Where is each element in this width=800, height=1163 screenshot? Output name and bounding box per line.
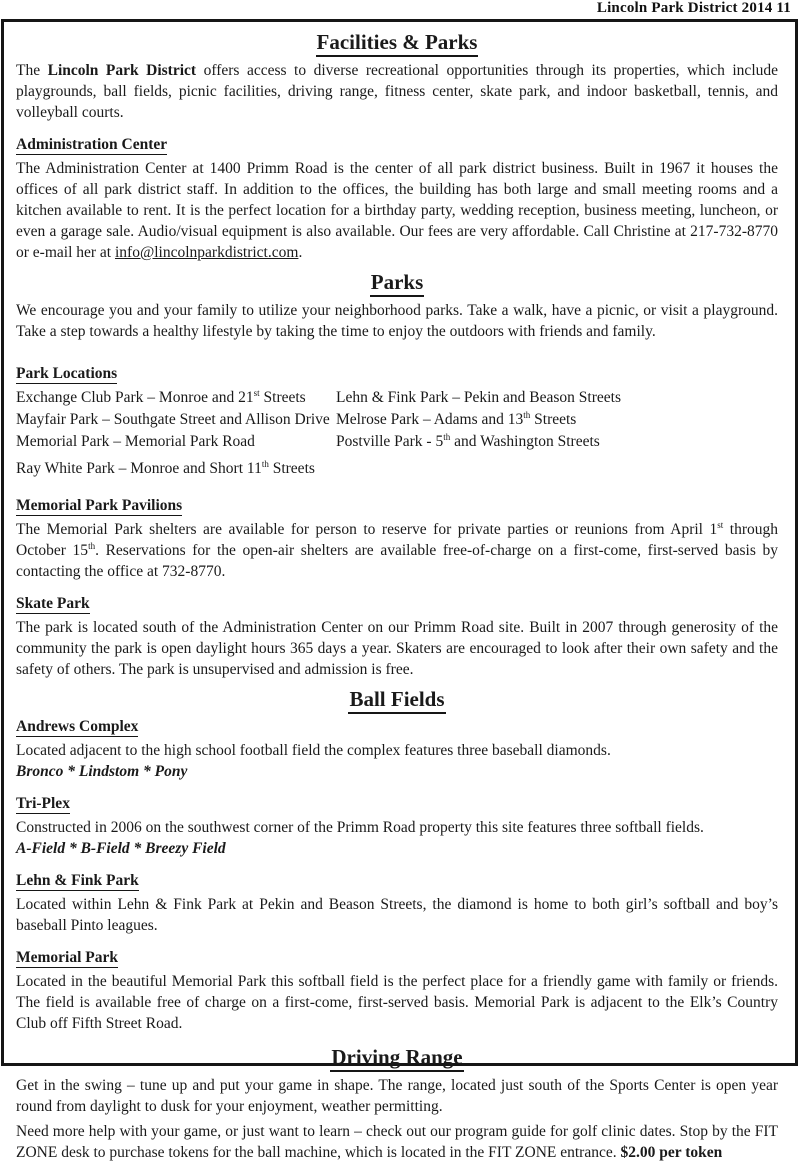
skate-park-paragraph: The park is located south of the Administration Center on our Primm Road site. Built in 2007 through generosity of the community the park is open daylight hours 365 days a year. Skaters are encouraged to look after their own safety and the safety of others. The park is unsupervised and admission is free. <box>16 619 778 678</box>
section-title-text: Facilities & Parks <box>316 30 479 57</box>
heading-memorial-park-pavilions: Memorial Park Pavilions <box>16 497 183 514</box>
section-title-facilities-parks <box>16 29 778 55</box>
section-title-driving-range <box>16 1044 778 1070</box>
administration-center-paragraph: The Administration Center at 1400 Primm Road is the center of all park district business. Built in 1967 it houses the offices of all park district staff. In addition to the offices, the building has both large and small meeting rooms and a kitchen available to rent. It is the perfect location for a birthday party, wedding reception, business meeting, luncheon, or even a garage sale. Audio/visual equipment is also available. Our fees are very affordable. Call Christine at 217-732-8770 or e-mail her at info@lincolnparkdistrict.com. <box>16 160 778 261</box>
lehn-fink-paragraph: Located within Lehn & Fink Park at Pekin and Beason Streets, the diamond is home to both girl’s softball and boy’s baseball Pinto leagues. <box>16 896 778 934</box>
section-title-ball-fields <box>16 686 778 712</box>
park-location-item: Mayfair Park – Southgate Street and Allison Drive <box>16 411 330 428</box>
heading-lehn-fink-park: Lehn & Fink Park <box>16 872 139 889</box>
andrews-complex-fields: Bronco * Lindstom * Pony <box>16 763 188 780</box>
park-location-item: Lehn & Fink Park – Pekin and Beason Streets <box>336 389 621 406</box>
park-location-item: Melrose Park – Adams and 13th Streets <box>336 409 577 428</box>
heading-park-locations: Park Locations <box>16 365 118 382</box>
park-location-item: Postville Park - 5th and Washington Streets <box>336 431 600 450</box>
park-location-item: Exchange Club Park – Monroe and 21st Streets <box>16 387 306 406</box>
email-link[interactable]: info@lincolnparkdistrict.com <box>114 244 299 261</box>
heading-administration-center: Administration Center <box>16 136 168 153</box>
heading-skate-park: Skate Park <box>16 595 90 612</box>
section-title-text: Ball Fields <box>348 687 445 714</box>
park-locations-list <box>16 387 778 453</box>
page-border-box <box>1 19 798 1161</box>
andrews-complex-paragraph: Located adjacent to the high school football field the complex features three baseball diamonds. <box>16 742 611 759</box>
park-location-item: Ray White Park – Monroe and Short 11th Streets <box>16 458 315 477</box>
section-title-text: Driving Range <box>330 1045 463 1072</box>
section-title-text: Parks <box>370 270 425 297</box>
driving-range-paragraph-1: Get in the swing – tune up and put your game in shape. The range, located just south of the Sports Center is open year round from daylight to dusk for your enjoyment, weather permitting. <box>16 1077 778 1115</box>
heading-memorial-park: Memorial Park <box>16 949 119 966</box>
heading-andrews-complex: Andrews Complex <box>16 718 139 735</box>
memorial-park-pavilions-paragraph: The Memorial Park shelters are available for person to reserve for private parties or reunions from April 1st through October 15th. Reservations for the open-air shelters are available free-of-charge on a first-come, first-served basis by contacting the office at 732-8770. <box>16 519 779 580</box>
park-location-item: Memorial Park – Memorial Park Road <box>16 433 255 450</box>
driving-range-paragraph-2: Need more help with your game, or just want to learn – check out our program guide for golf clinic dates. Stop by the FIT ZONE desk to purchase tokens for the ball machine, which is located in the FIT ZONE entrance. $2.00 per token <box>16 1123 778 1161</box>
section-title-parks <box>16 269 778 295</box>
tri-plex-fields: A-Field * B-Field * Breezy Field <box>16 840 226 857</box>
memorial-park-paragraph: Located in the beautiful Memorial Park this softball field is the perfect place for a friendly game with family or friends. The field is available free of charge on a first-come, first-served basis. Memorial Park is adjacent to the Elk’s Country Club off Fifth Street Road. <box>16 973 778 1032</box>
tri-plex-paragraph: Constructed in 2006 on the southwest corner of the Primm Road property this site features three softball fields. <box>16 819 704 836</box>
heading-tri-plex: Tri-Plex <box>16 795 70 812</box>
page-header: Lincoln Park District 2014 11 <box>596 0 791 16</box>
facilities-intro-paragraph: The Lincoln Park District offers access to diverse recreational opportunities through its properties, which include playgrounds, ball fields, picnic facilities, driving range, fitness center, skate park, and indoor basketball, tennis, and volleyball courts. <box>16 62 778 121</box>
parks-paragraph: We encourage you and your family to utilize your neighborhood parks. Take a walk, have a picnic, or visit a playground. Take a step towards a healthy lifestyle by taking the time to enjoy the outdoors with friends and family. <box>16 302 778 340</box>
